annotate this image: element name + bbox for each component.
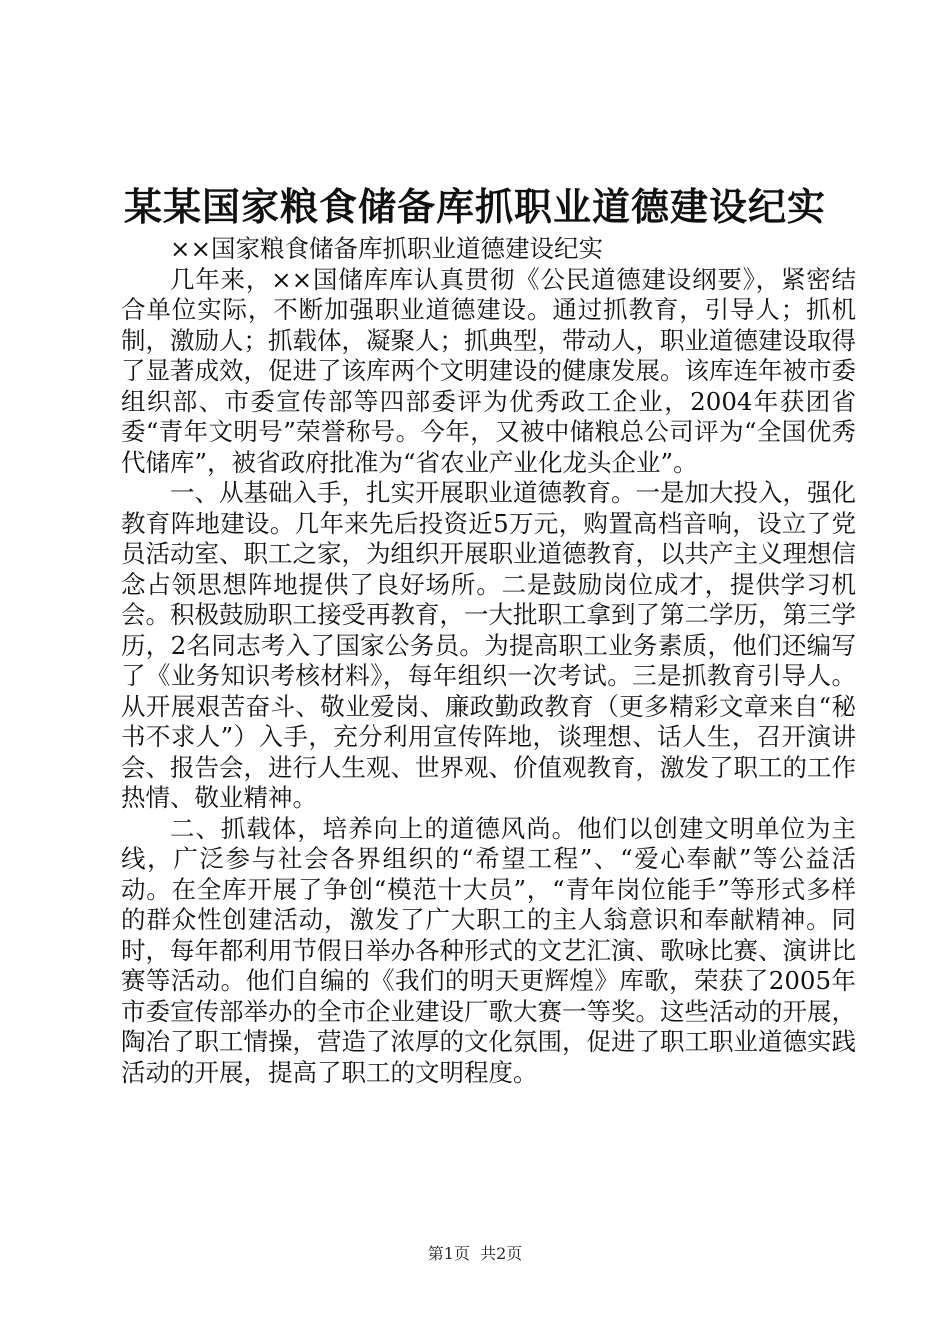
intro-paragraph: 几年来，××国储库库认真贯彻《公民道德建设纲要》，紧密结合单位实际，不断加强职业道德建设。通过抓教育，引导人；抓机制，激励人；抓载体，凝聚人；抓典型，带动人，职业道德建设取得了显著成效，促进了该库两个文明建设的健康发展。该库连年被市委组织部、市委宣传部等四部委评为优秀政工企业，2004年获团省委“青年文明号”荣誉称号。今年，又被中储粮总公司评为“全国优秀代储库”，被省政府批准为“省农业产业化龙头企业”。 bbox=[121, 264, 856, 477]
subtitle-paragraph: ××国家粮食储备库抓职业道德建设纪实 bbox=[170, 234, 604, 263]
section-two-paragraph: 二、抓载体，培养向上的道德风尚。他们以创建文明单位为主线，广泛参与社会各界组织的“希望工程”、“爱心奉献”等公益活动。在全库开展了争创“模范十大员”，“青年岗位能手”等形式多样的群众性创建活动，激发了广大职工的主人翁意识和奉献精神。同时，每年都利用节假日举办各种形式的文艺汇演、歌咏比赛、演讲比赛等活动。他们自编的《我们的明天更辉煌》库歌，荣获了2005年市委宣传部举办的全市企业建设厂歌大赛一等奖。这些活动的开展，陶冶了职工情操，营造了浓厚的文化氛围，促进了职工职业道德实践活动的开展，提高了职工的文明程度。 bbox=[121, 813, 856, 1087]
section-one-paragraph: 一、从基础入手，扎实开展职业道德教育。一是加大投入，强化教育阵地建设。几年来先后投资近5万元，购置高档音响，设立了党员活动室、职工之家，为组织开展职业道德教育，以共产主义理想信念占领思想阵地提供了良好场所。二是鼓励岗位成才，提供学习机会。积极鼓励职工接受再教育，一大批职工拿到了第二学历，第三学历，2名同志考入了国家公务员。为提高职工业务素质，他们还编写了《业务知识考核材料》，每年组织一次考试。三是抓教育引导人。从开展艰苦奋斗、敬业爱岗、廉政勤政教育（更多精彩文章来自“秘书不求人”）入手，充分利用宣传阵地，谈理想、话人生，召开演讲会、报告会，进行人生观、世界观、价值观教育，激发了职工的工作热情、敬业精神。 bbox=[121, 478, 856, 812]
document-body bbox=[121, 234, 856, 1088]
document-title: 某某国家粮食储备库抓职业道德建设纪实 bbox=[123, 184, 826, 229]
page-number-footer: 第1页 共2页 bbox=[427, 1244, 523, 1263]
